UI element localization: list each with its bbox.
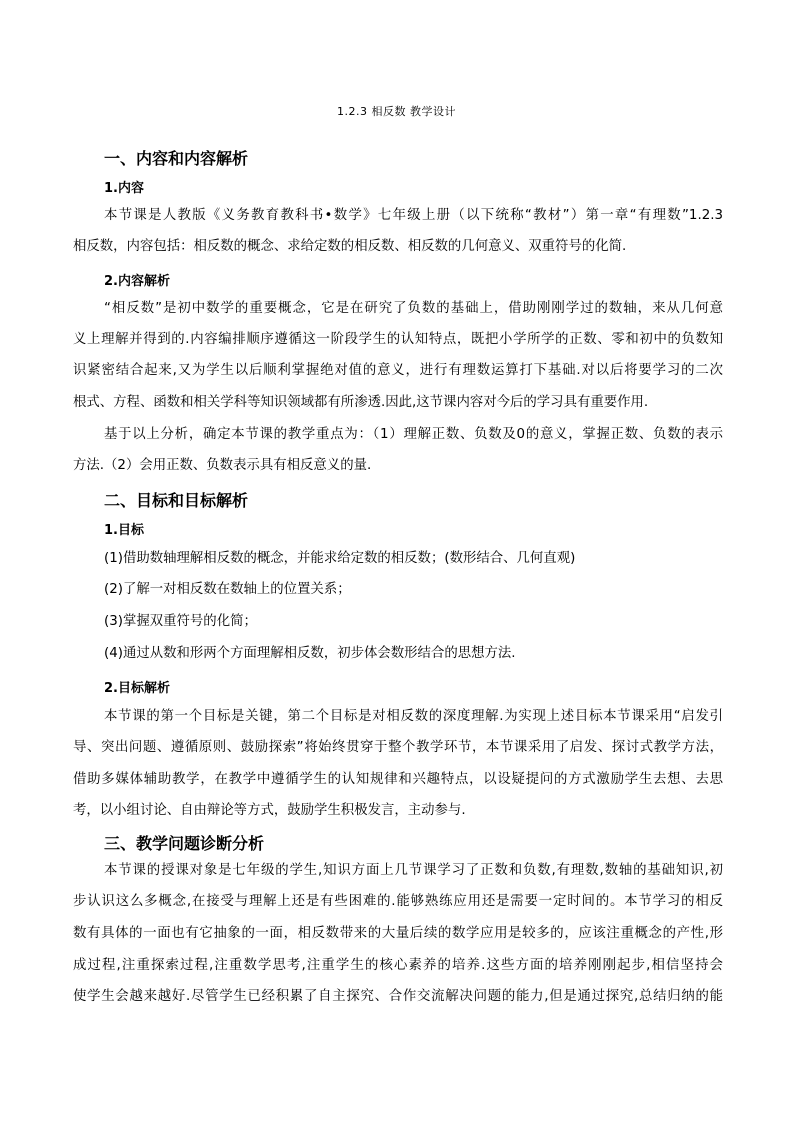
paragraph-line: 义上理解并得到的.内容编排顺序遵循这一阶段学生的认知特点，既把小学所学的正数、零和初中的负数知 xyxy=(73,332,723,347)
paragraph-line: 本节课的第一个目标是关键，第二个目标是对相反数的深度理解.为实现上述目标本节课采用“启发引 xyxy=(104,709,723,724)
paragraph-line: 根式、方程、函数和相关学科等知识领域都有所渗透.因此,这节课内容对今后的学习具有重要作用. xyxy=(73,395,649,410)
paragraph-line: 使学生会越来越好.尽管学生已经积累了自主探究、合作交流解决问题的能力,但是通过探究,总结归纳的能 xyxy=(73,989,723,1004)
objective-item: (4)通过从数和形两个方面理解相反数，初步体会数形结合的思想方法. xyxy=(104,646,516,661)
paragraph-line: “相反数”是初中数学的重要概念，它是在研究了负数的基础上，借助刚刚学过的数轴，来从几何意 xyxy=(104,301,723,316)
paragraph-line: 考，以小组讨论、自由辩论等方式，鼓励学生积极发言，主动参与. xyxy=(73,803,466,818)
section-heading-content: 一、内容和内容解析 xyxy=(104,149,249,168)
section-heading-objectives: 二、目标和目标解析 xyxy=(104,491,249,510)
paragraph-line: 相反数，内容包括：相反数的概念、求给定数的相反数、相反数的几何意义、双重符号的化简. xyxy=(73,239,627,254)
paragraph-line: 步认识这么多概念,在接受与理解上还是有些困难的.能够熟练应用还是需要一定时间的。本节学习的相反 xyxy=(73,894,723,909)
objective-item: (1)借助数轴理解相反数的概念，并能求给定数的相反数；(数形结合、几何直观) xyxy=(104,551,576,566)
objective-item: (3)掌握双重符号的化简； xyxy=(104,614,257,629)
paragraph-line: 方法.（2）会用正数、负数表示具有相反意义的量. xyxy=(73,458,372,473)
paragraph-line: 基于以上分析，确定本节课的教学重点为：（1）理解正数、负数及0的意义，掌握正数、负数的表示 xyxy=(104,427,723,442)
paragraph-line: 识紧密结合起来,又为学生以后顺利掌握绝对值的意义，进行有理数运算打下基础.对以后将要学习的二次 xyxy=(73,363,723,378)
paragraph-line: 借助多媒体辅助教学，在教学中遵循学生的认知规律和兴趣特点，以设疑提问的方式激励学生去想、去思 xyxy=(73,772,723,787)
subheading-content-analysis: 2.内容解析 xyxy=(104,274,170,289)
paragraph-line: 成过程,注重探索过程,注重数学思考,注重学生的核心素养的培养.这些方面的培养刚刚起步,相信坚持会 xyxy=(73,958,723,973)
paragraph-line: 导、突出问题、遵循原则、鼓励探索”将始终贯穿于整个教学环节，本节课采用了启发、探讨式教学方法， xyxy=(73,740,723,755)
subheading-objectives: 1.目标 xyxy=(104,523,144,538)
section-heading-diagnosis: 三、教学问题诊断分析 xyxy=(104,834,265,853)
objective-item: (2)了解一对相反数在数轴上的位置关系； xyxy=(104,582,351,597)
document-title: 1.2.3 相反数 教学设计 xyxy=(337,105,456,118)
paragraph-line: 本节课是人教版《义务教育教科书•数学》七年级上册（以下统称“教材”）第一章“有理数”1.2.3 xyxy=(104,208,723,223)
subheading-content: 1.内容 xyxy=(104,181,144,196)
subheading-objective-analysis: 2.目标解析 xyxy=(104,681,170,696)
paragraph-line: 数有具体的一面也有它抽象的一面，相反数带来的大量后续的数学应用是较多的，应该注重概念的产性,形 xyxy=(73,926,723,941)
paragraph-line: 本节课的授课对象是七年级的学生,知识方面上几节课学习了正数和负数,有理数,数轴的基础知识,初 xyxy=(104,863,723,878)
